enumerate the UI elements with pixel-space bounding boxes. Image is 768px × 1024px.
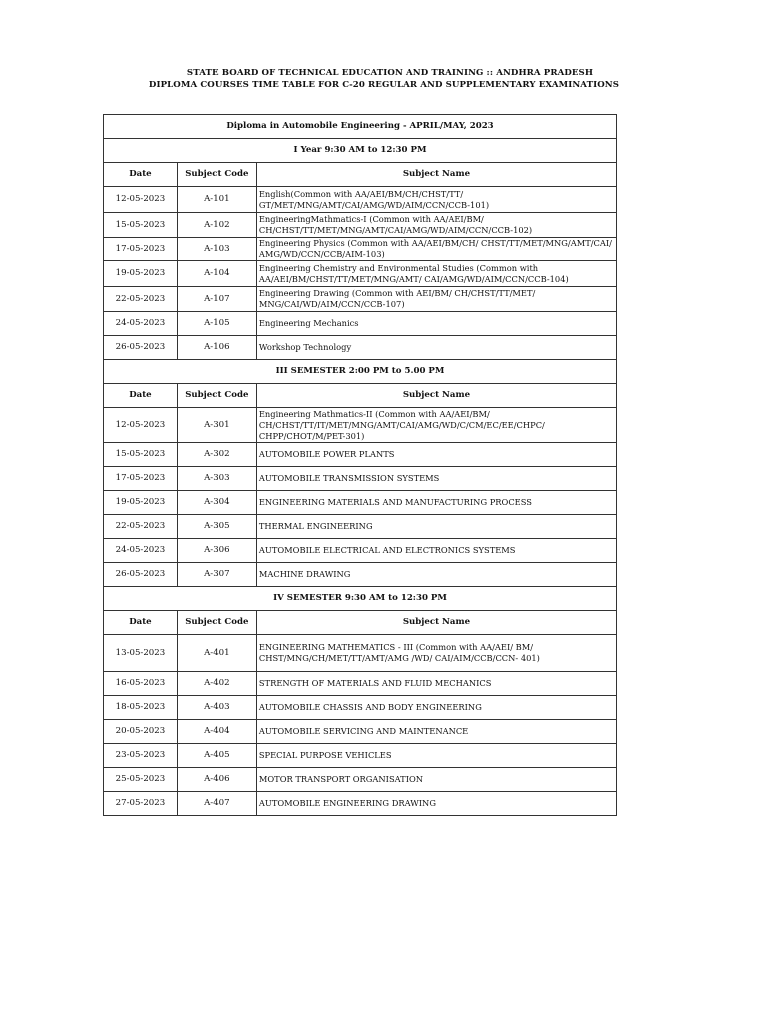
- subject-name: AUTOMOBILE CHASSIS AND BODY ENGINEERING: [256, 696, 616, 720]
- date-header: Date: [104, 384, 178, 408]
- subject-code: A-107: [177, 287, 256, 312]
- table-row: [104, 491, 617, 515]
- subject-name: AUTOMOBILE TRANSMISSION SYSTEMS: [256, 467, 616, 491]
- subject-name-header: Subject Name: [256, 384, 616, 408]
- table-row: [104, 238, 617, 261]
- exam-date: 19-05-2023: [104, 491, 178, 515]
- subject-code: A-301: [177, 408, 256, 443]
- exam-date: 13-05-2023: [104, 635, 178, 672]
- table-row: [104, 336, 617, 360]
- subject-code: A-404: [177, 720, 256, 744]
- table-row: [104, 187, 617, 213]
- exam-date: 24-05-2023: [104, 539, 178, 563]
- subject-name: ENGINEERING MATHEMATICS - III (Common with AA/AEI/ BM/ CHST/MNG/CH/MET/TT/AMT/AMG /WD/ CAI/AIM/CCB/CCN- 401): [256, 635, 616, 672]
- table-row: [104, 720, 617, 744]
- subject-code: A-407: [177, 792, 256, 816]
- subject-code: A-105: [177, 312, 256, 336]
- subject-code-header: Subject Code: [177, 611, 256, 635]
- subject-code: A-306: [177, 539, 256, 563]
- timetable-table: [103, 114, 617, 816]
- subject-name: STRENGTH OF MATERIALS AND FLUID MECHANICS: [256, 672, 616, 696]
- subject-code: A-104: [177, 261, 256, 287]
- subject-name: AUTOMOBILE ENGINEERING DRAWING: [256, 792, 616, 816]
- column-header-row: [104, 611, 617, 635]
- subject-code: A-102: [177, 213, 256, 238]
- subject-code: A-305: [177, 515, 256, 539]
- table-row: [104, 443, 617, 467]
- exam-date: 17-05-2023: [104, 467, 178, 491]
- table-row: [104, 792, 617, 816]
- subject-code: A-402: [177, 672, 256, 696]
- table-row: [104, 696, 617, 720]
- board-title: STATE BOARD OF TECHNICAL EDUCATION AND TRAINING :: ANDHRA PRADESH: [186, 68, 594, 78]
- subject-name-header: Subject Name: [256, 611, 616, 635]
- subject-name-header: Subject Name: [256, 163, 616, 187]
- caption-row: [104, 115, 617, 139]
- subject-name: Workshop Technology: [256, 336, 616, 360]
- exam-date: 12-05-2023: [104, 408, 178, 443]
- table-row: [104, 408, 617, 443]
- subject-name: AUTOMOBILE POWER PLANTS: [256, 443, 616, 467]
- subject-name: Engineering Physics (Common with AA/AEI/BM/CH/ CHST/TT/MET/MNG/AMT/CAI/ AMG/WD/CCN/CCB/AIM-103): [256, 238, 616, 261]
- timetable-body: [104, 115, 617, 816]
- section-row: [104, 360, 617, 384]
- table-row: [104, 312, 617, 336]
- exam-date: 25-05-2023: [104, 768, 178, 792]
- section-row: [104, 139, 617, 163]
- table-row: [104, 213, 617, 238]
- subject-name: SPECIAL PURPOSE VEHICLES: [256, 744, 616, 768]
- subject-code: A-103: [177, 238, 256, 261]
- table-row: [104, 539, 617, 563]
- date-header: Date: [104, 611, 178, 635]
- table-row: [104, 261, 617, 287]
- section-title: IV SEMESTER 9:30 AM to 12:30 PM: [104, 587, 617, 611]
- exam-date: 19-05-2023: [104, 261, 178, 287]
- subject-code: A-302: [177, 443, 256, 467]
- table-row: [104, 672, 617, 696]
- exam-date: 27-05-2023: [104, 792, 178, 816]
- course-caption: Diploma in Automobile Engineering - APRIL/MAY, 2023: [104, 115, 617, 139]
- section-title: I Year 9:30 AM to 12:30 PM: [104, 139, 617, 163]
- subject-name: AUTOMOBILE ELECTRICAL AND ELECTRONICS SYSTEMS: [256, 539, 616, 563]
- column-header-row: [104, 384, 617, 408]
- exam-date: 26-05-2023: [104, 336, 178, 360]
- subject-name: Engineering Mechanics: [256, 312, 616, 336]
- exam-date: 20-05-2023: [104, 720, 178, 744]
- subject-name: THERMAL ENGINEERING: [256, 515, 616, 539]
- subject-name: EngineeringMathmatics-I (Common with AA/AEI/BM/ CH/CHST/TT/MET/MNG/AMT/CAI/AMG/WD/AIM/CCN/CCB-102): [256, 213, 616, 238]
- exam-date: 17-05-2023: [104, 238, 178, 261]
- table-row: [104, 287, 617, 312]
- subject-code: A-403: [177, 696, 256, 720]
- subject-name: Engineering Chemistry and Environmental Studies (Common with AA/AEI/BM/CHST/TT/MET/MNG/AMT/ CAI/AMG/WD/AIM/CCN/CCB-104): [256, 261, 616, 287]
- subject-code: A-401: [177, 635, 256, 672]
- exam-date: 26-05-2023: [104, 563, 178, 587]
- exam-date: 23-05-2023: [104, 744, 178, 768]
- exam-date: 18-05-2023: [104, 696, 178, 720]
- exam-date: 24-05-2023: [104, 312, 178, 336]
- subject-name: English(Common with AA/AEI/BM/CH/CHST/TT/ GT/MET/MNG/AMT/CAI/AMG/WD/AIM/CCN/CCB-101): [256, 187, 616, 213]
- subject-name: MACHINE DRAWING: [256, 563, 616, 587]
- subject-code: A-303: [177, 467, 256, 491]
- subject-code: A-307: [177, 563, 256, 587]
- exam-date: 12-05-2023: [104, 187, 178, 213]
- section-row: [104, 587, 617, 611]
- exam-date: 22-05-2023: [104, 287, 178, 312]
- subject-code-header: Subject Code: [177, 384, 256, 408]
- exam-date: 15-05-2023: [104, 213, 178, 238]
- table-row: [104, 744, 617, 768]
- table-row: [104, 563, 617, 587]
- table-row: [104, 467, 617, 491]
- table-row: [104, 635, 617, 672]
- subject-code: A-405: [177, 744, 256, 768]
- subject-name: AUTOMOBILE SERVICING AND MAINTENANCE: [256, 720, 616, 744]
- timetable-title: DIPLOMA COURSES TIME TABLE FOR C-20 REGULAR AND SUPPLEMENTARY EXAMINATIONS: [148, 80, 620, 90]
- table-row: [104, 768, 617, 792]
- subject-code-header: Subject Code: [177, 163, 256, 187]
- exam-date: 16-05-2023: [104, 672, 178, 696]
- subject-name: Engineering Drawing (Common with AEI/BM/ CH/CHST/TT/MET/ MNG/CAI/WD/AIM/CCN/CCB-107): [256, 287, 616, 312]
- subject-code: A-304: [177, 491, 256, 515]
- exam-date: 15-05-2023: [104, 443, 178, 467]
- subject-name: MOTOR TRANSPORT ORGANISATION: [256, 768, 616, 792]
- subject-code: A-101: [177, 187, 256, 213]
- column-header-row: [104, 163, 617, 187]
- subject-name: ENGINEERING MATERIALS AND MANUFACTURING PROCESS: [256, 491, 616, 515]
- table-row: [104, 515, 617, 539]
- subject-name: Engineering Mathmatics-II (Common with AA/AEI/BM/ CH/CHST/TT/IT/MET/MNG/AMT/CAI/AMG/WD/C/CM/EC/EE/CHPC/ CHPP/CHOT/M/PET-301): [256, 408, 616, 443]
- exam-date: 22-05-2023: [104, 515, 178, 539]
- section-title: III SEMESTER 2:00 PM to 5.00 PM: [104, 360, 617, 384]
- date-header: Date: [104, 163, 178, 187]
- subject-code: A-406: [177, 768, 256, 792]
- subject-code: A-106: [177, 336, 256, 360]
